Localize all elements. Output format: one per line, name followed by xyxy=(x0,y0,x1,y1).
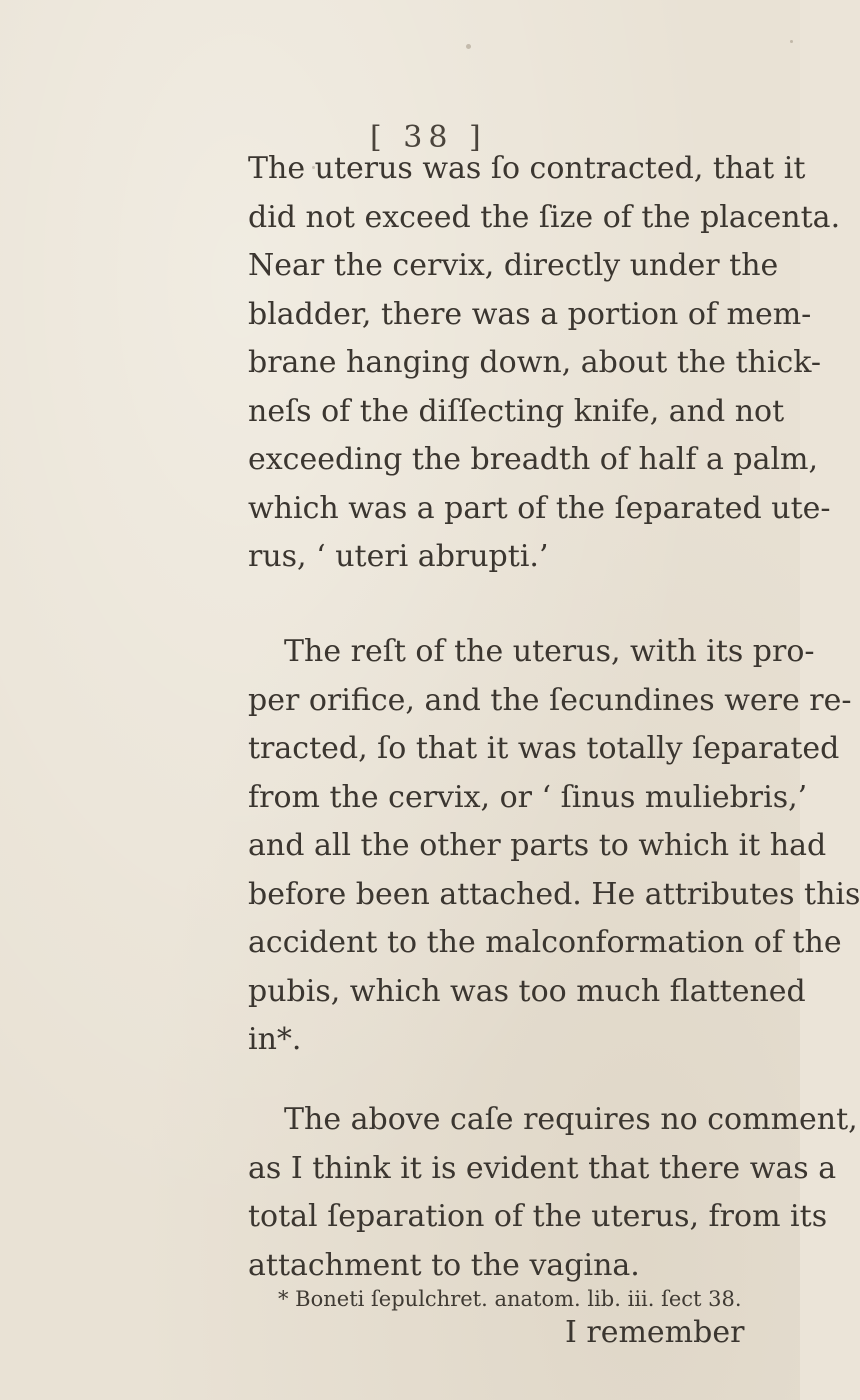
text-line: attachment to the vagina. xyxy=(248,1247,640,1283)
paragraph-2 xyxy=(248,628,860,1065)
text-line: pubis, which was too much flattened xyxy=(248,973,806,1009)
paper-speck xyxy=(770,900,774,904)
text-line: The above caſe requires no comment, xyxy=(284,1102,858,1137)
text-line: before been attached. He attributes this xyxy=(248,876,860,912)
text-line: bladder, there was a portion of mem- xyxy=(248,296,812,332)
text-line: Near the cervix, directly under the xyxy=(248,248,779,283)
paragraph-3 xyxy=(248,1096,858,1290)
paper-speck xyxy=(790,40,793,43)
catchword: I remember xyxy=(565,1315,745,1350)
text-line: per orifice, and the ſecundines were re- xyxy=(248,682,852,718)
text-line: as I think it is evident that there was a xyxy=(248,1150,837,1186)
text-line: which was a part of the ſeparated ute- xyxy=(248,490,831,526)
text-line: rus, ‘ uteri abrupti.’ xyxy=(248,539,549,574)
text-line: The reſt of the uterus, with its pro- xyxy=(284,634,815,669)
text-line: neſs of the diſſecting knife, and not xyxy=(248,393,785,429)
text-line: in*. xyxy=(248,1022,302,1057)
text-line: accident to the malconformation of the xyxy=(248,925,842,960)
text-line: did not exceed the ſize of the placenta. xyxy=(248,199,841,235)
text-line: and all the other parts to which it had xyxy=(248,828,827,863)
text-line: brane hanging down, about the thick- xyxy=(248,345,822,380)
text-line: tracted, ſo that it was totally ſeparated xyxy=(248,731,840,766)
footnote: * Boneti ſepulchret. anatom. lib. iii. ſect 38. xyxy=(278,1287,742,1311)
paragraph-1 xyxy=(248,145,841,582)
text-line: from the cervix, or ‘ ſinus muliebris,’ xyxy=(248,779,808,815)
text-line: total ſeparation of the uterus, from its xyxy=(248,1199,828,1234)
text-line: The uterus was ſo contracted, that it xyxy=(248,151,806,186)
paper-speck xyxy=(466,44,471,49)
page-number: [ 38 ] xyxy=(370,120,487,155)
text-line: exceeding the breadth of half a palm, xyxy=(248,442,819,477)
paper-speck xyxy=(312,166,315,169)
